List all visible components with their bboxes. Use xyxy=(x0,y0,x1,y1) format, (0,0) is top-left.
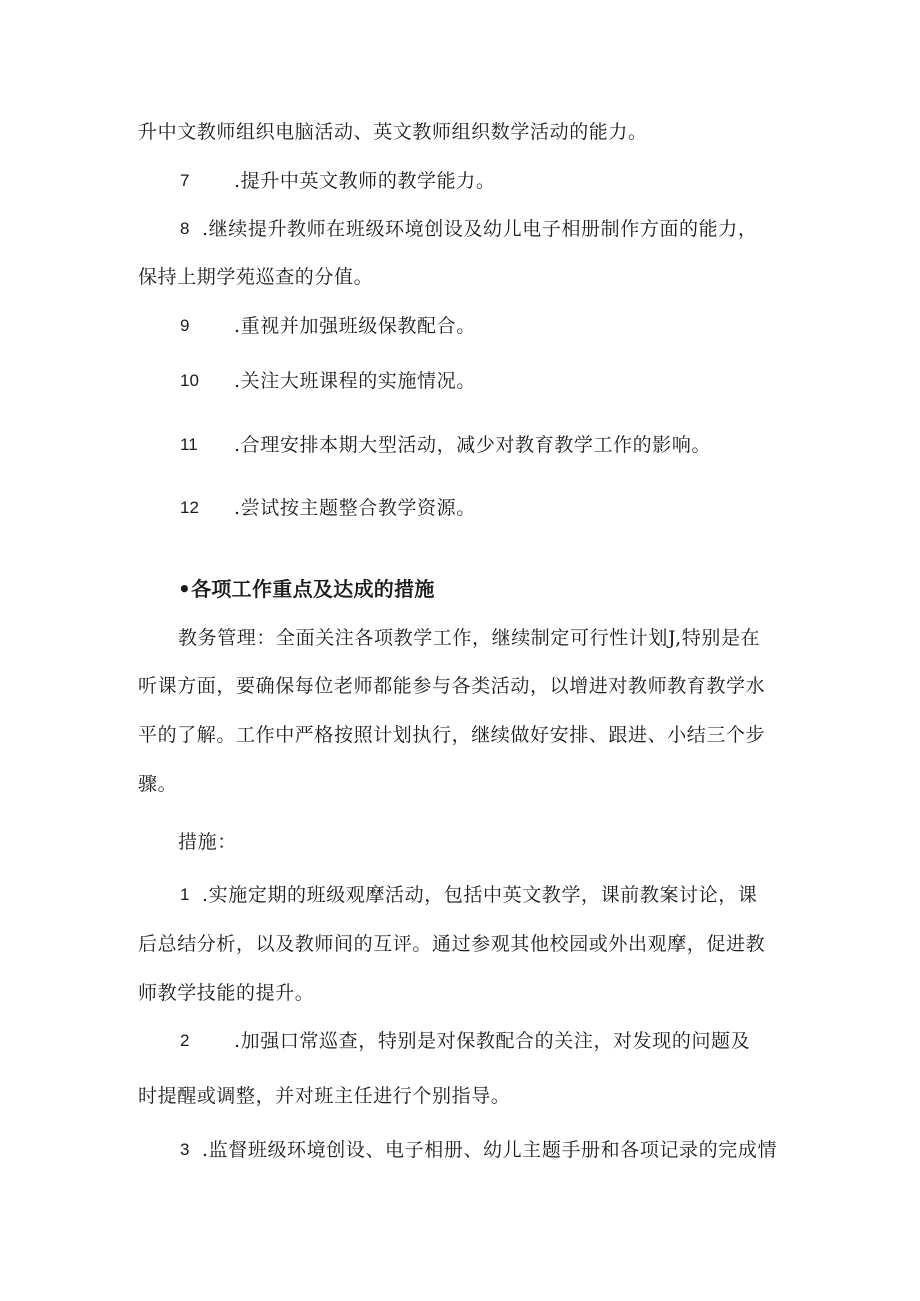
paragraph-line: 骤。 xyxy=(138,773,178,795)
goal-text: .关注大班课程的实施情况。 xyxy=(234,370,476,392)
goal-text: .提升中英文教师的教学能力。 xyxy=(234,170,496,192)
goal-number: 12 xyxy=(180,498,199,517)
measure-line: 师教学技能的提升。 xyxy=(138,982,315,1004)
paragraph-line: 平的了解。工作中严格按照计划执行，继续做好安排、跟进、小结三个步 xyxy=(138,724,766,746)
measure-number: 2 xyxy=(180,1031,190,1050)
paragraph-line: 教务管理：全面关注各项教学工作，继续制定可行性计划J,特别是在 xyxy=(178,627,761,649)
measure-line: .监督班级环境创设、电子相册、幼儿主题手册和各项记录的完成情 xyxy=(202,1139,778,1161)
goal-text: .尝试按主题整合教学资源。 xyxy=(234,497,476,519)
paragraph-line: 听课方面，要确保每位老师都能参与各类活动，以增进对教师教育教学水 xyxy=(138,675,766,697)
goal-number: 8 xyxy=(180,219,190,238)
goal-text: .合理安排本期大型活动，减少对教育教学工作的影响。 xyxy=(234,434,712,456)
goal-number: 10 xyxy=(180,371,199,390)
goal-text-continuation: 保持上期学苑巡查的分值。 xyxy=(138,266,374,288)
goal-number: 9 xyxy=(180,316,190,335)
goal-text: .继续提升教师在班级环境创设及幼儿电子相册制作方面的能力， xyxy=(202,218,758,240)
goal-number: 7 xyxy=(180,171,190,190)
measure-line: .加强口常巡查，特别是对保教配合的关注，对发现的问题及 xyxy=(234,1030,751,1052)
measure-line: 后总结分析，以及教师间的互评。通过参观其他校园或外出观摩，促进教 xyxy=(138,933,766,955)
measure-line: 时提醒或调整，并对班主任进行个别指导。 xyxy=(138,1085,511,1107)
measure-line: .实施定期的班级观摩活动，包括中英文教学，课前教案讨论，课 xyxy=(202,884,758,906)
measures-label: 措施： xyxy=(178,831,237,853)
goal-text: .重视并加强班级保教配合。 xyxy=(234,315,476,337)
measure-number: 1 xyxy=(180,885,190,904)
section-heading: •各项工作重点及达成的措施 xyxy=(178,577,435,601)
goal-number: 11 xyxy=(180,435,198,454)
measure-number: 3 xyxy=(180,1140,190,1159)
continuation-line: 升中文教师组织电脑活动、英文教师组织数学活动的能力。 xyxy=(138,121,648,143)
